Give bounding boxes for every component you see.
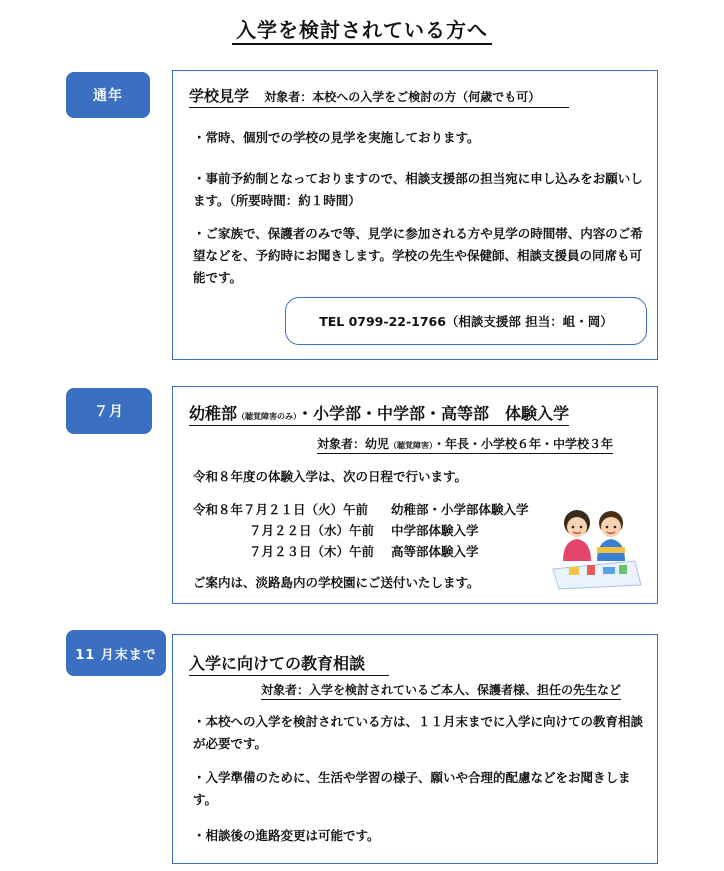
visit-bullet-1: ・常時、個別での学校の見学を実施しております。 [193,130,480,145]
consultation-bullet-2: ・入学準備のために、生活や学習の様子、願いや合理的配慮などをお聞きします。 [193,770,631,807]
trial-intro: 令和８年度の体験入学は、次の日程で行います。 [193,469,468,484]
school-visit-box [172,70,658,360]
trial-heading-part-a: 幼稚部 [189,404,238,423]
schedule-date-3: ７月２３日（木）午前 [249,544,375,559]
trial-audience [317,435,613,454]
trial-admission-box [172,386,658,604]
page-title [0,14,724,43]
contact-phone: TEL 0799-22-1766（相談支援部 担当：岨・岡） [285,297,647,345]
tab-until-end-of-november: 11 月末まで [66,630,166,676]
tab-year-round: 通年 [66,72,150,118]
consultation-bullet-1: ・本校への入学を検討されている方は、１１月末までに入学に向けての教育相談が必要です。 [193,714,644,751]
tab-july: ７月 [66,388,152,434]
school-visit-title: 学校見学 [189,87,250,105]
trial-heading-part-b: ・小学部・中学部・高等部 体験入学 [297,404,570,423]
trial-admission-heading [189,401,569,426]
school-visit-audience: 対象者：本校への入学をご検討の方（何歳でも可） [264,90,541,104]
visit-bullet-2: ・事前予約制となっておりますので、相談支援部の担当宛に申し込みをお願いします。（所要時間：約１時間） [193,171,643,208]
school-visit-heading [189,85,569,108]
children-playing-illustration [549,505,645,591]
trial-audience-part-b: ・年長・小学校６年・中学校３年 [433,437,614,451]
trial-audience-part-a: 対象者：幼児 [317,437,390,451]
consultation-heading: 入学に向けての教育相談 [189,651,389,676]
schedule-event-1: 幼稚部・小学部体験入学 [391,502,529,517]
consultation-bullet-3: ・相談後の進路変更は可能です。 [193,828,380,843]
page-title-text: 入学を検討されている方へ [232,18,492,45]
visit-bullet-3: ・ご家族で、保護者のみで等、見学に参加される方や見学の時間帯、内容のご希望などを、予約時にお聞きします。学校の先生や保健師、相談支援員の同席も可能です。 [193,226,643,285]
education-consultation-box [172,634,658,864]
schedule-date-2: ７月２２日（水）午前 [249,523,375,538]
consultation-audience: 対象者：入学を検討されているご本人、保護者様、担任の先生など [261,681,621,700]
schedule-event-2: 中学部体験入学 [391,523,479,538]
trial-heading-note: （聴覚障害のみ） [237,412,298,421]
trial-note: ご案内は、淡路島内の学校園にご送付いたします。 [193,575,480,590]
schedule-date-1: 令和８年７月２１日（火）午前 [193,502,369,517]
schedule-event-3: 高等部体験入学 [391,544,479,559]
trial-audience-note: （聴覚障害） [389,441,434,450]
